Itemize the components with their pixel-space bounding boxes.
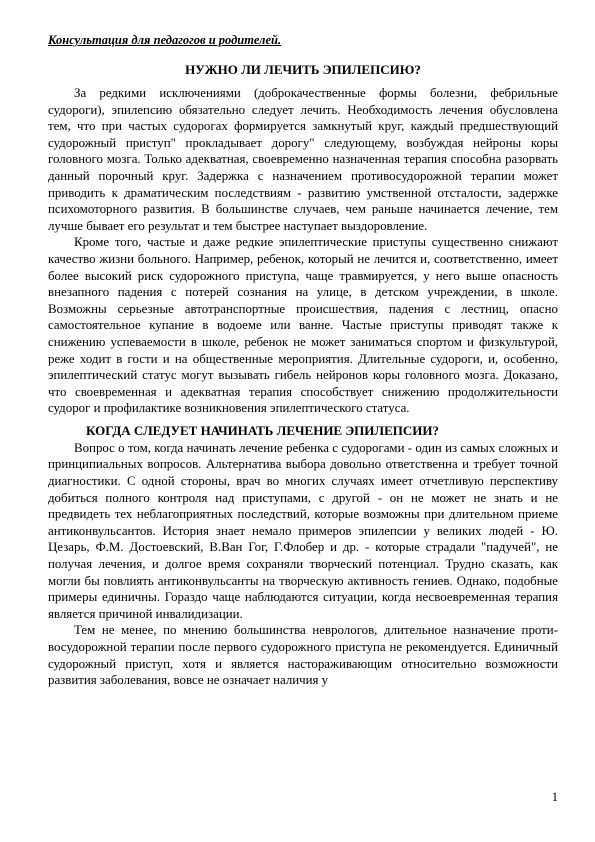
paragraph: Вопрос о том, когда начинать лечение ребенка с судорогами - один из самых сложных и принципиальных вопросов. Альтернатива выбора довольно ответственна и требует точной диагностики. С одной стороны, врач во многих случаях имеет отчетливую перспективу добиться полного контроля над приступами, с другой - он не может не знать и не предвидеть тех неблагоприятных последствий, которые возможны при длительном приеме антиконвульсантов. История знает немало примеров эпилепсии у великих людей - Ю. Цезарь, Ф.М. Достоевский, В.Ван Гог, Г.Флобер и др. - которые страдали "падучей", не получая лечения, и долгое время сохраняли творческий потенциал. Трудно сказать, как могли бы повлиять антиконвульсанты на творческую активность гениев. Однако, подобные примеры единичны. Гораздо чаще наблюдаются ситуации, когда несвоевременная терапия является причиной инвалидизации. <box>48 440 558 621</box>
page-number: 1 <box>551 790 558 804</box>
paragraph: За редкими исключениями (доброкачественные формы болезни, фебрильные судороги), эпилепсию обязательно следует лечить. Необходимость лечения обусловлена тем, что при частых судорогах формируется замкнутый круг, каждый предшествующий судорожный приступ" прокладывает дорогу" следующему, возбуждая нейроны коры головного мозга. Только адекватная, своевременно назначенная терапия способна разорвать данный порочный круг. Задержка с назначением противосудорожной терапии может приводить к драматическим последствиям - развитию умственной отсталости, задержке психомоторного развития. В большинстве случаев, чем раньше начинается лечение, тем лучше бывает его результат и тем быстрее наступает выздоровление. <box>48 86 558 233</box>
document-page <box>48 32 558 689</box>
section-heading: КОГДА СЛЕДУЕТ НАЧИНАТЬ ЛЕЧЕНИЕ ЭПИЛЕПСИИ? <box>86 422 439 438</box>
paragraph: Кроме того, частые и даже редкие эпилептические приступы существенно снижают качество жизни больного. Например, ребенок, который не лечится и, соответственно, имеет более высокий риск судорожного приступа, чаще травмируется, у него выше опасность внезапного падения с потерей сознания на улице, в детском учреждении, в школе. Возможны серьезные автотранспортные происшествия, падения с лестниц, опасно самостоятельное купание в водоеме или ванне. Частые приступы приводят также к снижению успеваемости в школе, ребенок не может заниматься спортом и физкультурой, реже ходит в гости и на общественные мероприятия. Длительные судороги, и, особенно, эпилептический статус могут вызывать гибель нейронов коры головного мозга. Доказано, что своевременная и адекватная терапия способствует снижению продолжительности судорог и профилактике возникновения эпилептического статуса. <box>48 235 558 416</box>
document-title: НУЖНО ЛИ ЛЕЧИТЬ ЭПИЛЕПСИЮ? <box>185 62 421 77</box>
paragraph: Тем не менее, по мнению большинства неврологов, длительное назначение проти-восудорожной терапии после первого судорожного приступа не рекомендуется. Единичный судорожный приступ, хотя и является настораживающим относительно возможности развития заболевания, вовсе не означает наличия у <box>48 623 558 688</box>
header-note: Консультация для педагогов и родителей. <box>48 33 282 47</box>
